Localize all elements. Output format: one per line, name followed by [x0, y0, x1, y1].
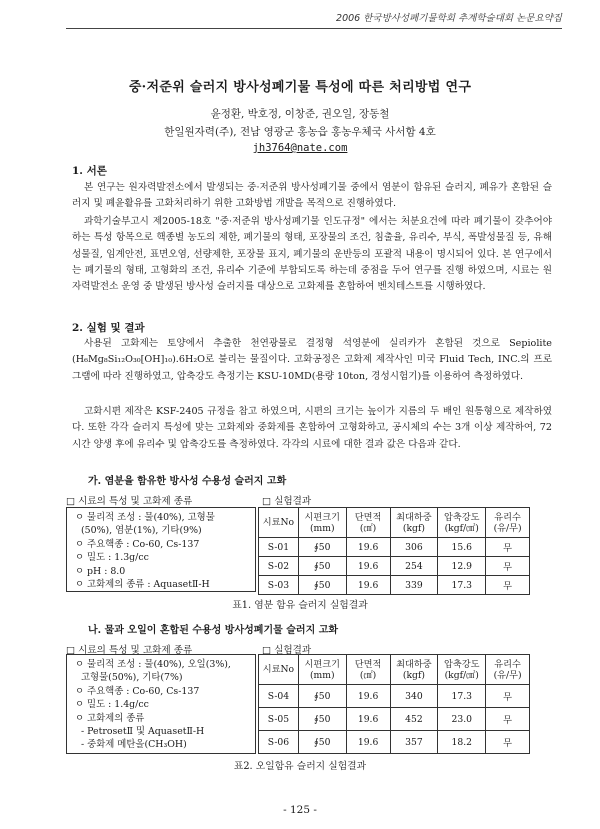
table-cell: 19.6: [346, 731, 390, 754]
sample-box-title-a: □ 시료의 특성 및 고화제 종류: [66, 496, 193, 507]
affiliation: 한일원자력(주), 전남 영광군 홍농읍 홍농우체국 사서함 4호: [164, 126, 436, 138]
table-cell: 15.6: [438, 538, 486, 557]
table-cell: 339: [390, 576, 438, 595]
sample-item: - PetrosetⅡ 및 AquasetⅡ-H: [81, 726, 205, 738]
sample-item: ㅇ 고화제의 종류 : AquasetⅡ-H: [75, 579, 210, 591]
table-cell: 357: [390, 731, 438, 754]
email-line: [0, 142, 600, 154]
table-row: [259, 538, 530, 557]
result-table-b: [258, 654, 530, 754]
table-cell: 무: [486, 708, 530, 731]
sample-item: (50%), 염분(1%), 기타(9%): [81, 525, 202, 537]
table-cell: ∮50: [298, 538, 346, 557]
column-header: 최대하중 (kgf): [390, 508, 438, 538]
column-header: 압축강도 (kgf/㎠): [438, 508, 486, 538]
column-header: 압축강도 (kgf/㎠): [438, 655, 486, 685]
table-cell: ∮50: [298, 576, 346, 595]
sample-box-title-b: □ 시료의 특성 및 고화제 종류: [66, 645, 193, 656]
table-cell: 340: [390, 685, 438, 708]
column-header: 유리수 (유/무): [486, 655, 530, 685]
result-box-title-b: □ 실험결과: [262, 645, 312, 656]
header-rule: [66, 28, 562, 29]
intro-paragraph-1: 본 연구는 원자력발전소에서 발생되는 중·저준위 방사성폐기물 중에서 염분이 함유된 슬러지, 폐유가 혼합된 슬러지 및 폐윤활유를 고화처리하기 위한 고화방법 개발을 목적으로 진행하였다.: [72, 182, 552, 210]
table-cell: 무: [486, 731, 530, 754]
sample-item: - 중화제 메탄올(CH₃OH): [81, 739, 187, 751]
column-header: 단면적 (㎠): [346, 508, 390, 538]
sample-item: ㅇ 물리적 조성 : 물(40%), 고형물: [75, 512, 215, 523]
table-row: [259, 731, 530, 754]
experiment-paragraph-1: 사용된 고화제는 토양에서 추출한 천연광물로 결정형 석영분에 실리카가 혼합된 것으로 Sepiolite (H₆Mg₈Si₁₂O₃₀[OH]₁₀).6H₂O로 불리는 물질이다. 고화공정은 고화제 제작사인 미국 Fluid Tech, INC.의 프로그램에 따라 진행하였고, 압축강도 측정기는 KSU-10MD(용량 10ton, 경성시험기)를 이용하여 측정하였다.: [72, 338, 552, 382]
table-cell: ∮50: [298, 731, 346, 754]
paper-title: 중·저준위 슬러지 방사성폐기물 특성에 따른 처리방법 연구: [128, 80, 472, 95]
table-caption-b: 표2. 오일함유 슬러지 실험결과: [233, 761, 367, 772]
subsection-heading-b: 나. 물과 오일이 혼합된 수용성 방사성폐기물 슬러지 고화: [88, 625, 339, 636]
sample-item: ㅇ 밀도 : 1.4g/cc: [75, 699, 149, 711]
table-cell: ∮50: [298, 708, 346, 731]
table-cell: 무: [486, 557, 530, 576]
table-cell: S-04: [259, 685, 299, 708]
column-header: 시편크기 (mm): [298, 508, 346, 538]
table-cell: S-02: [259, 557, 299, 576]
sample-item: ㅇ pH : 8.0: [75, 565, 126, 577]
result-table-a: [258, 507, 530, 595]
column-header: 단면적 (㎠): [346, 655, 390, 685]
table-cell: 무: [486, 685, 530, 708]
table-cell: S-01: [259, 538, 299, 557]
table-cell: 19.6: [346, 708, 390, 731]
table-cell: 12.9: [438, 557, 486, 576]
sample-box-a: [66, 507, 256, 592]
column-header: 최대하중 (kgf): [390, 655, 438, 685]
table-row: [259, 576, 530, 595]
running-header: 2006 한국방사성폐기물학회 추계학술대회 논문요약집: [336, 13, 562, 24]
table-cell: ∮50: [298, 557, 346, 576]
table-cell: 무: [486, 538, 530, 557]
sample-item: ㅇ 주요핵종 : Co-60, Cs-137: [75, 685, 200, 697]
sample-item: ㅇ 밀도 : 1.3g/cc: [75, 552, 149, 564]
table-cell: S-06: [259, 731, 299, 754]
table-header-row: [259, 508, 530, 538]
table-cell: 18.2: [438, 731, 486, 754]
column-header: 시편크기 (mm): [298, 655, 346, 685]
column-header: 시료No: [259, 508, 299, 538]
sample-item: 고형물(50%), 기타(7%): [81, 672, 183, 684]
table-cell: S-03: [259, 576, 299, 595]
table-cell: 254: [390, 557, 438, 576]
column-header: 시료No: [259, 655, 299, 685]
sample-item: ㅇ 주요핵종 : Co-60, Cs-137: [75, 538, 200, 550]
sample-box-b: [66, 654, 256, 754]
experiment-paragraph-2: 고화시편 제작은 KSF-2405 규정을 참고 하였으며, 시편의 크기는 높이가 지름의 두 배인 원통형으로 제작하였다. 또한 각각 슬러지 특성에 맞는 고화제와 중화제를 혼합하여 고형화하고, 공시체의 수는 3개 이상 제작하여, 72시간 양생 후에 유리수 및 압축강도를 측정하였다. 각각의 시료에 대한 결과 값은 다음과 같다.: [72, 406, 552, 450]
table-row: [259, 557, 530, 576]
result-box-title-a: □ 실험결과: [262, 496, 312, 507]
sample-item: ㅇ 물리적 조성 : 물(40%), 오일(3%),: [75, 659, 231, 670]
intro-paragraph-2: 과학기술부고시 제2005-18호 "중·저준위 방사성폐기물 인도규정" 에서는 처분요건에 따라 폐기물이 갖추어야 하는 특성 항목으로 핵종별 농도의 제한, 폐기물의 형태, 포장물의 조건, 침출율, 유리수, 부식, 폭발성물질 등, 유해성물질, 임계안전, 표면오염, 선량제한, 포장물 표지, 폐기물의 운반등의 포괄적 내용이 명시되어 있다. 본 연구에서는 폐기물의 형태, 고형화의 조건, 유리수 기준에 부합되도록 하는데 중점을 두어 연구를 진행 하였으며, 시료는 원자력발전소 운영 중 발생된 방사성 슬러지를 대상으로 고화제를 혼합하여 벤치테스트를 시행하였다.: [72, 216, 552, 293]
sample-item: ㅇ 고화제의 종류: [75, 712, 145, 724]
table-cell: 306: [390, 538, 438, 557]
table-cell: 23.0: [438, 708, 486, 731]
section-heading-intro: 1. 서론: [72, 165, 107, 177]
table-cell: 19.6: [346, 538, 390, 557]
table-header-row: [259, 655, 530, 685]
table-cell: ∮50: [298, 685, 346, 708]
table-cell: 19.6: [346, 576, 390, 595]
table-cell: 19.6: [346, 685, 390, 708]
authors: 윤정환, 박호정, 이창준, 권오일, 장동철: [210, 108, 390, 120]
table-caption-a: 표1. 염분 함유 슬러지 실험결과: [232, 600, 368, 611]
section-heading-experiment: 2. 실험 및 결과: [72, 322, 145, 334]
table-row: [259, 685, 530, 708]
table-cell: S-05: [259, 708, 299, 731]
table-cell: 19.6: [346, 557, 390, 576]
table-cell: 452: [390, 708, 438, 731]
column-header: 유리수 (유/무): [486, 508, 530, 538]
table-cell: 17.3: [438, 576, 486, 595]
email-link[interactable]: jh3764@nate.com: [252, 142, 348, 154]
table-cell: 17.3: [438, 685, 486, 708]
table-row: [259, 708, 530, 731]
page-number: - 125 -: [283, 804, 317, 816]
subsection-heading-a: 가. 염분을 함유한 방사성 수용성 슬러지 고화: [88, 476, 287, 487]
table-cell: 무: [486, 576, 530, 595]
